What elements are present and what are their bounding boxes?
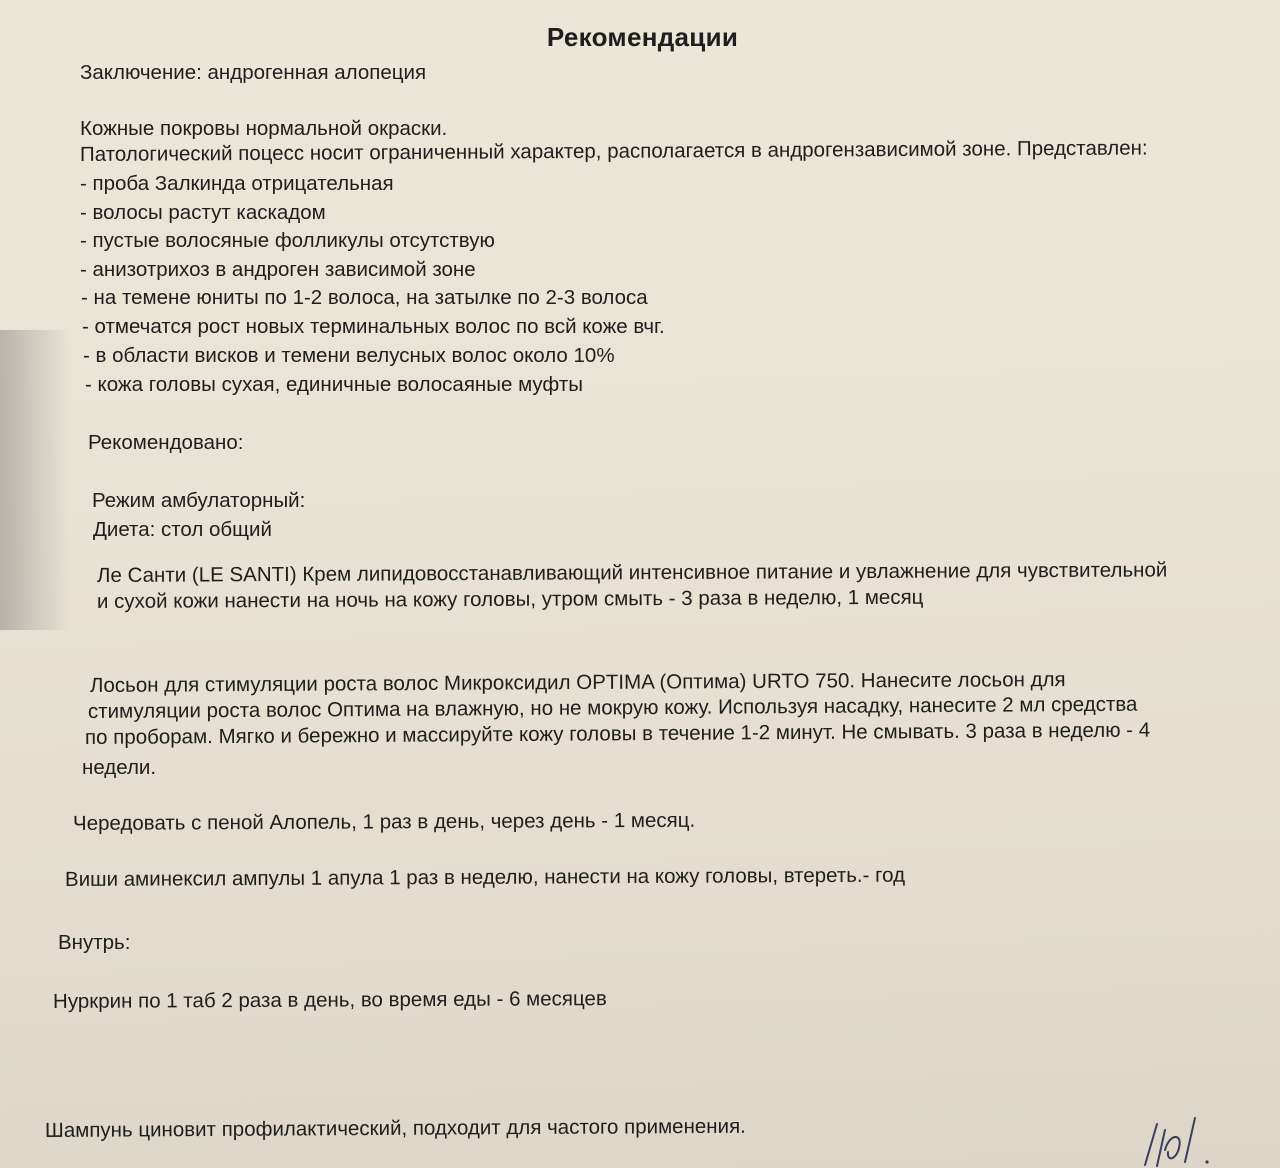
vichy-text: Виши аминексил ампулы 1 апула 1 раз в неделю, нанести на кожу головы, втереть.- год [64,863,906,891]
exam-process-text: Патологический поцесс носит ограниченный характер, располагается в андрогензависимой зоне. Представлен: [79,136,1148,166]
finding-item: - пустые волосяные фолликулы отсутствую [80,229,495,252]
lotion-text-line: Лосьон для стимуляции роста волос Микроксидил OPTIMA (Оптима) URTO 750. Нанесите лосьон для [89,668,1066,697]
foam-text: Чередовать с пеной Алопель, 1 раз в день, через день - 1 месяц. [72,808,696,835]
cream-text-line: Ле Санти (LE SANTI) Крем липидовосстанавливающий интенсивное питание и увлажнение для чувствительной [96,558,1168,587]
finding-item: - отмечатся рост новых терминальных волос по всй коже вчг. [82,315,665,338]
recommended-heading: Рекомендовано: [88,431,244,454]
cut-off-header-text [80,0,340,6]
finding-item: - на темене юниты по 1-2 волоса, на затылке по 2-3 волоса [81,286,648,309]
handwritten-signature [1135,1110,1225,1168]
lotion-text-line: по проборам. Мягко и бережно и массируйте кожу головы в течение 1-2 минут. Не смывать. 3 раза в неделю - 4 [84,718,1151,749]
exam-skin-text: Кожные покровы нормальной окраски. [80,117,448,140]
page-title: Рекомендации [546,22,739,52]
finding-item: - в области висков и темени велусных волос около 10% [83,344,615,367]
lotion-text-line: стимуляции роста волос Оптима на влажную, но не мокрую кожу. Используя насадку, нанесите 2 мл средства [87,692,1138,723]
lotion-text-line: недели. [82,756,157,779]
finding-item: - анизотрихоз в андроген зависимой зоне [80,258,476,281]
regime-text: Режим амбулаторный: [92,489,306,512]
nurkrin-text: Нуркрин по 1 таб 2 раза в день, во время еды - 6 месяцев [52,987,607,1013]
diet-text: Диета: стол общий [93,518,272,541]
shampoo-text: Шампунь циновит профилактический, подходит для частого применения. [44,1114,746,1142]
internal-heading: Внутрь: [58,931,131,954]
cream-text-line: и сухой кожи нанести на ночь на кожу головы, утром смыть - 3 раза в неделю, 1 месяц [96,585,924,613]
conclusion-text: Заключение: андрогенная алопеция [80,61,427,84]
finding-item: - проба Залкинда отрицательная [80,172,394,195]
finding-item: - волосы растут каскадом [80,201,326,224]
finding-item: - кожа головы сухая, единичные волосаяные муфты [85,373,583,396]
